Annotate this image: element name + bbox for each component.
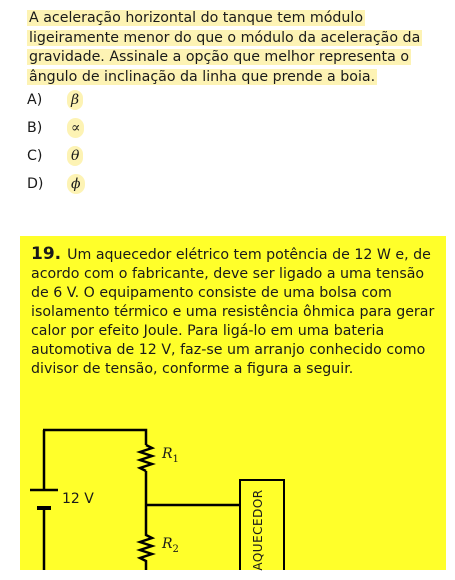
wire-top (43, 430, 146, 445)
option-symbol: θ (67, 146, 83, 166)
option-symbol: ϕ (67, 174, 85, 194)
question-number: 19. (31, 244, 62, 264)
heater-label: AQUECEDOR (251, 489, 265, 571)
battery-label: 12 V (62, 491, 94, 507)
r1-symbol: R (162, 446, 173, 462)
option-letter: D) (27, 176, 44, 192)
r2-label (162, 536, 179, 555)
r2-subscript: 2 (172, 543, 179, 555)
option-symbol: β (67, 90, 83, 110)
resistor-r2 (140, 505, 152, 570)
resistor-r1 (140, 445, 152, 471)
r2-symbol: R (162, 536, 173, 552)
option-letter: C) (27, 148, 43, 164)
previous-question-statement: A aceleração horizontal do tanque tem módulo ligeiramente menor do que o módulo da aceleração da gravidade. Assinale a opção que melhor representa o ângulo de inclinação da linha que prende a boia. (29, 10, 421, 85)
option-letter: B) (27, 120, 43, 136)
option-symbol: ∝ (67, 118, 84, 138)
r1-label (162, 446, 179, 465)
question-19-statement: Um aquecedor elétrico tem potência de 12 W e, de acordo com o fabricante, deve ser ligado a uma tensão de 6 V. O equipamento consiste de uma bolsa com isolamento térmico e uma resistência ôhmica para gerar calor por efeito Joule. Para ligá-lo em uma bateria automotiva de 12 V, faz-se um arranjo conhecido como divisor de tensão, conforme a figura a seguir. (31, 247, 435, 377)
r1-subscript: 1 (172, 453, 179, 465)
option-letter: A) (27, 92, 43, 108)
